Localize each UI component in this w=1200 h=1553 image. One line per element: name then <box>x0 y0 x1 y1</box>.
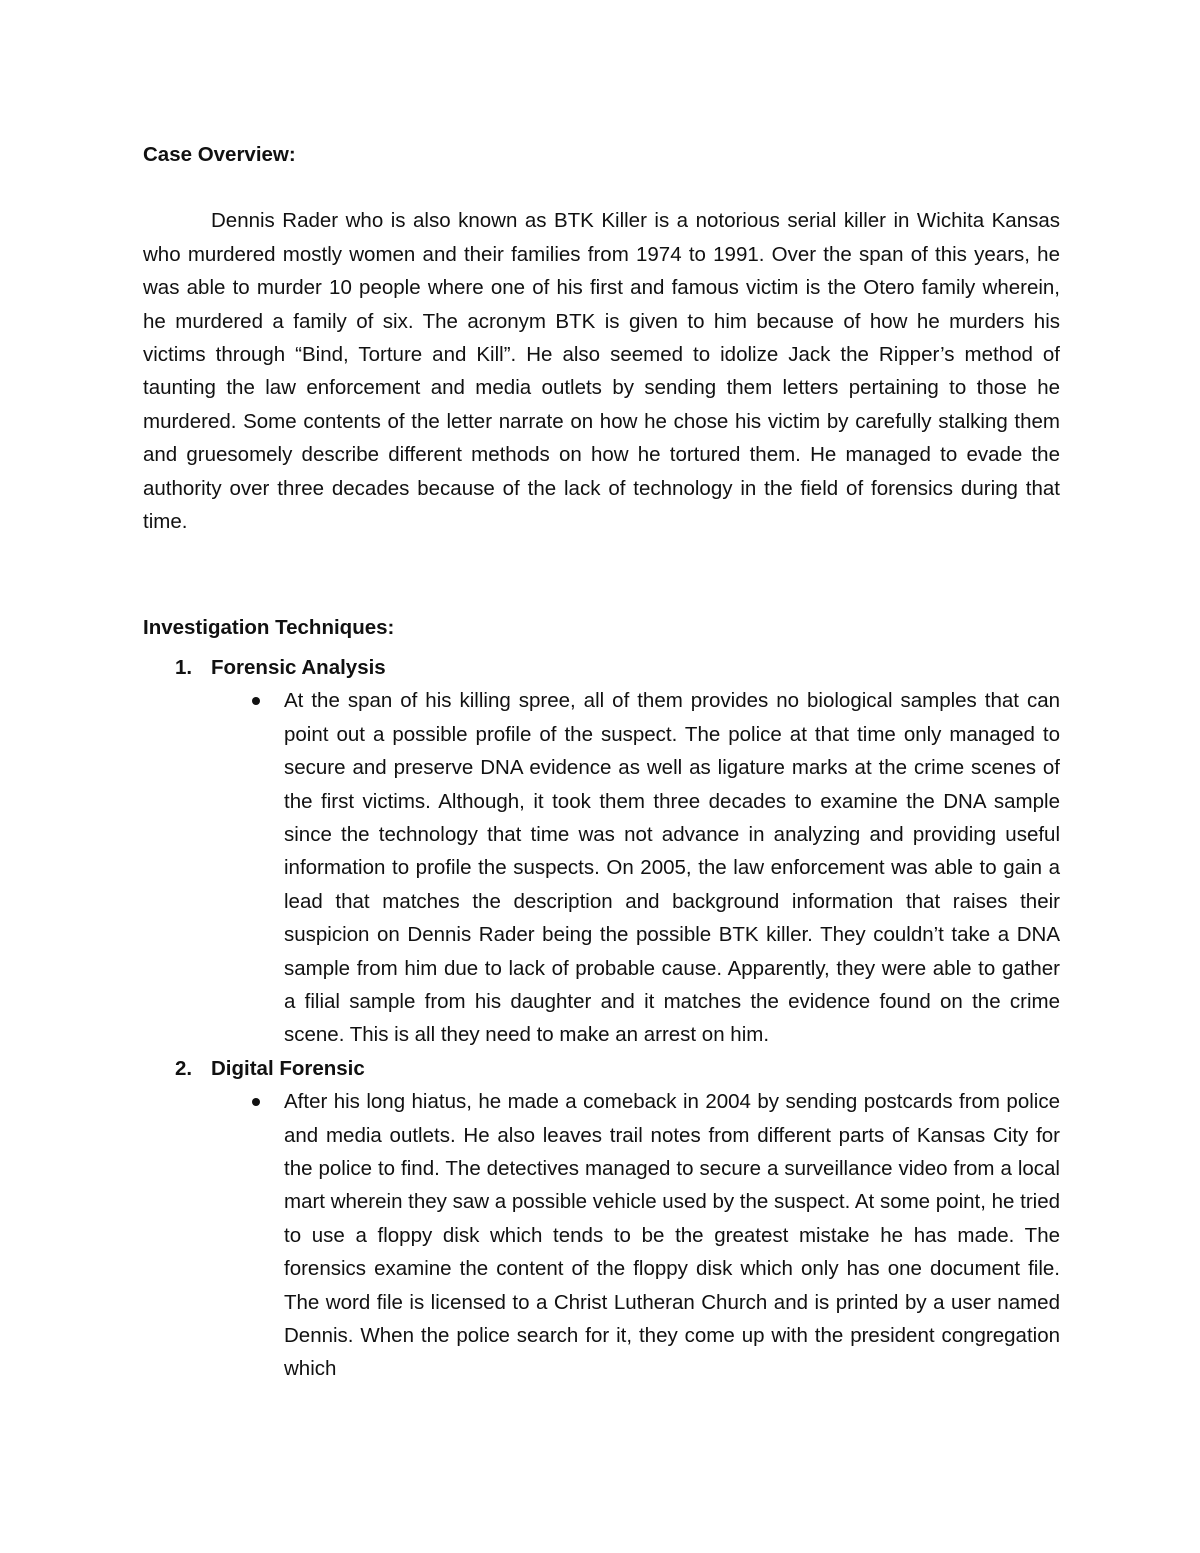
spacer <box>143 538 1060 578</box>
spacer <box>143 171 1060 204</box>
spacer <box>143 578 1060 611</box>
section-number: 1. <box>175 655 193 679</box>
bullet-item <box>211 684 1060 1051</box>
case-overview-heading: Case Overview: <box>143 143 296 166</box>
section-title: Digital Forensic <box>211 1056 365 1080</box>
section-number: 2. <box>175 1056 193 1080</box>
bullet-list <box>211 1085 1060 1386</box>
bullet-item <box>211 1085 1060 1386</box>
investigation-heading: Investigation Techniques: <box>143 616 395 640</box>
bullet-dot-icon <box>252 1098 260 1106</box>
section-forensic-analysis <box>143 651 1060 1052</box>
bullet-text: After his long hiatus, he made a comeback in 2004 by sending postcards from police and media outlets. He also leaves trail notes from different parts of Kansas City for the police to find. The detectives managed to secure a surveillance video from a local mart wherein they saw a possible vehicle used by the suspect. At some point, he tried to use a floppy disk which tends to be the greatest mistake he has made. The forensics examine the content of the floppy disk which only has one document file. The word file is licensed to a Christ Lutheran Church and is printed by a user named Dennis. When the police search for it, they come up with the president congregation which <box>284 1090 1060 1381</box>
case-overview-paragraph: Dennis Rader who is also known as BTK Killer is a notorious serial killer in Wichita Kansas who murdered mostly women and their families from 1974 to 1991. Over the span of this years, he was able to murder 10 people where one of his first and famous victim is the Otero family wherein, he murdered a family of six. The acronym BTK is given to him because of how he murders his victims through “Bind, Torture and Kill”. He also seemed to idolize Jack the Ripper’s method of taunting the law enforcement and media outlets by sending them letters pertaining to those he murdered. Some contents of the letter narrate on how he chose his victim by carefully stalking them and gruesomely describe different methods on how he tortured them. He managed to evade the authority over three decades because of the lack of technology in the field of forensics during that time. <box>143 209 1060 534</box>
section-digital-forensic <box>143 1052 1060 1386</box>
bullet-list <box>211 684 1060 1051</box>
bullet-dot-icon <box>252 697 260 705</box>
investigation-sections-list <box>143 651 1060 1386</box>
bullet-text: At the span of his killing spree, all of them provides no biological samples that can point out a possible profile of the suspect. The police at that time only managed to secure and preserve DNA evidence as well as ligature marks at the crime scenes of the first victims. Although, it took them three decades to examine the DNA sample since the technology that time was not advance in analyzing and providing useful information to profile the suspects. On 2005, the law enforcement was able to gain a lead that matches the description and background information that raises their suspicion on Dennis Rader being the possible BTK killer. They couldn’t take a DNA sample from him due to lack of probable cause. Apparently, they were able to gather a filial sample from his daughter and it matches the evidence found on the crime scene. This is all they need to make an arrest on him. <box>284 689 1060 1047</box>
section-title: Forensic Analysis <box>211 655 386 679</box>
document-body <box>143 138 1060 1386</box>
